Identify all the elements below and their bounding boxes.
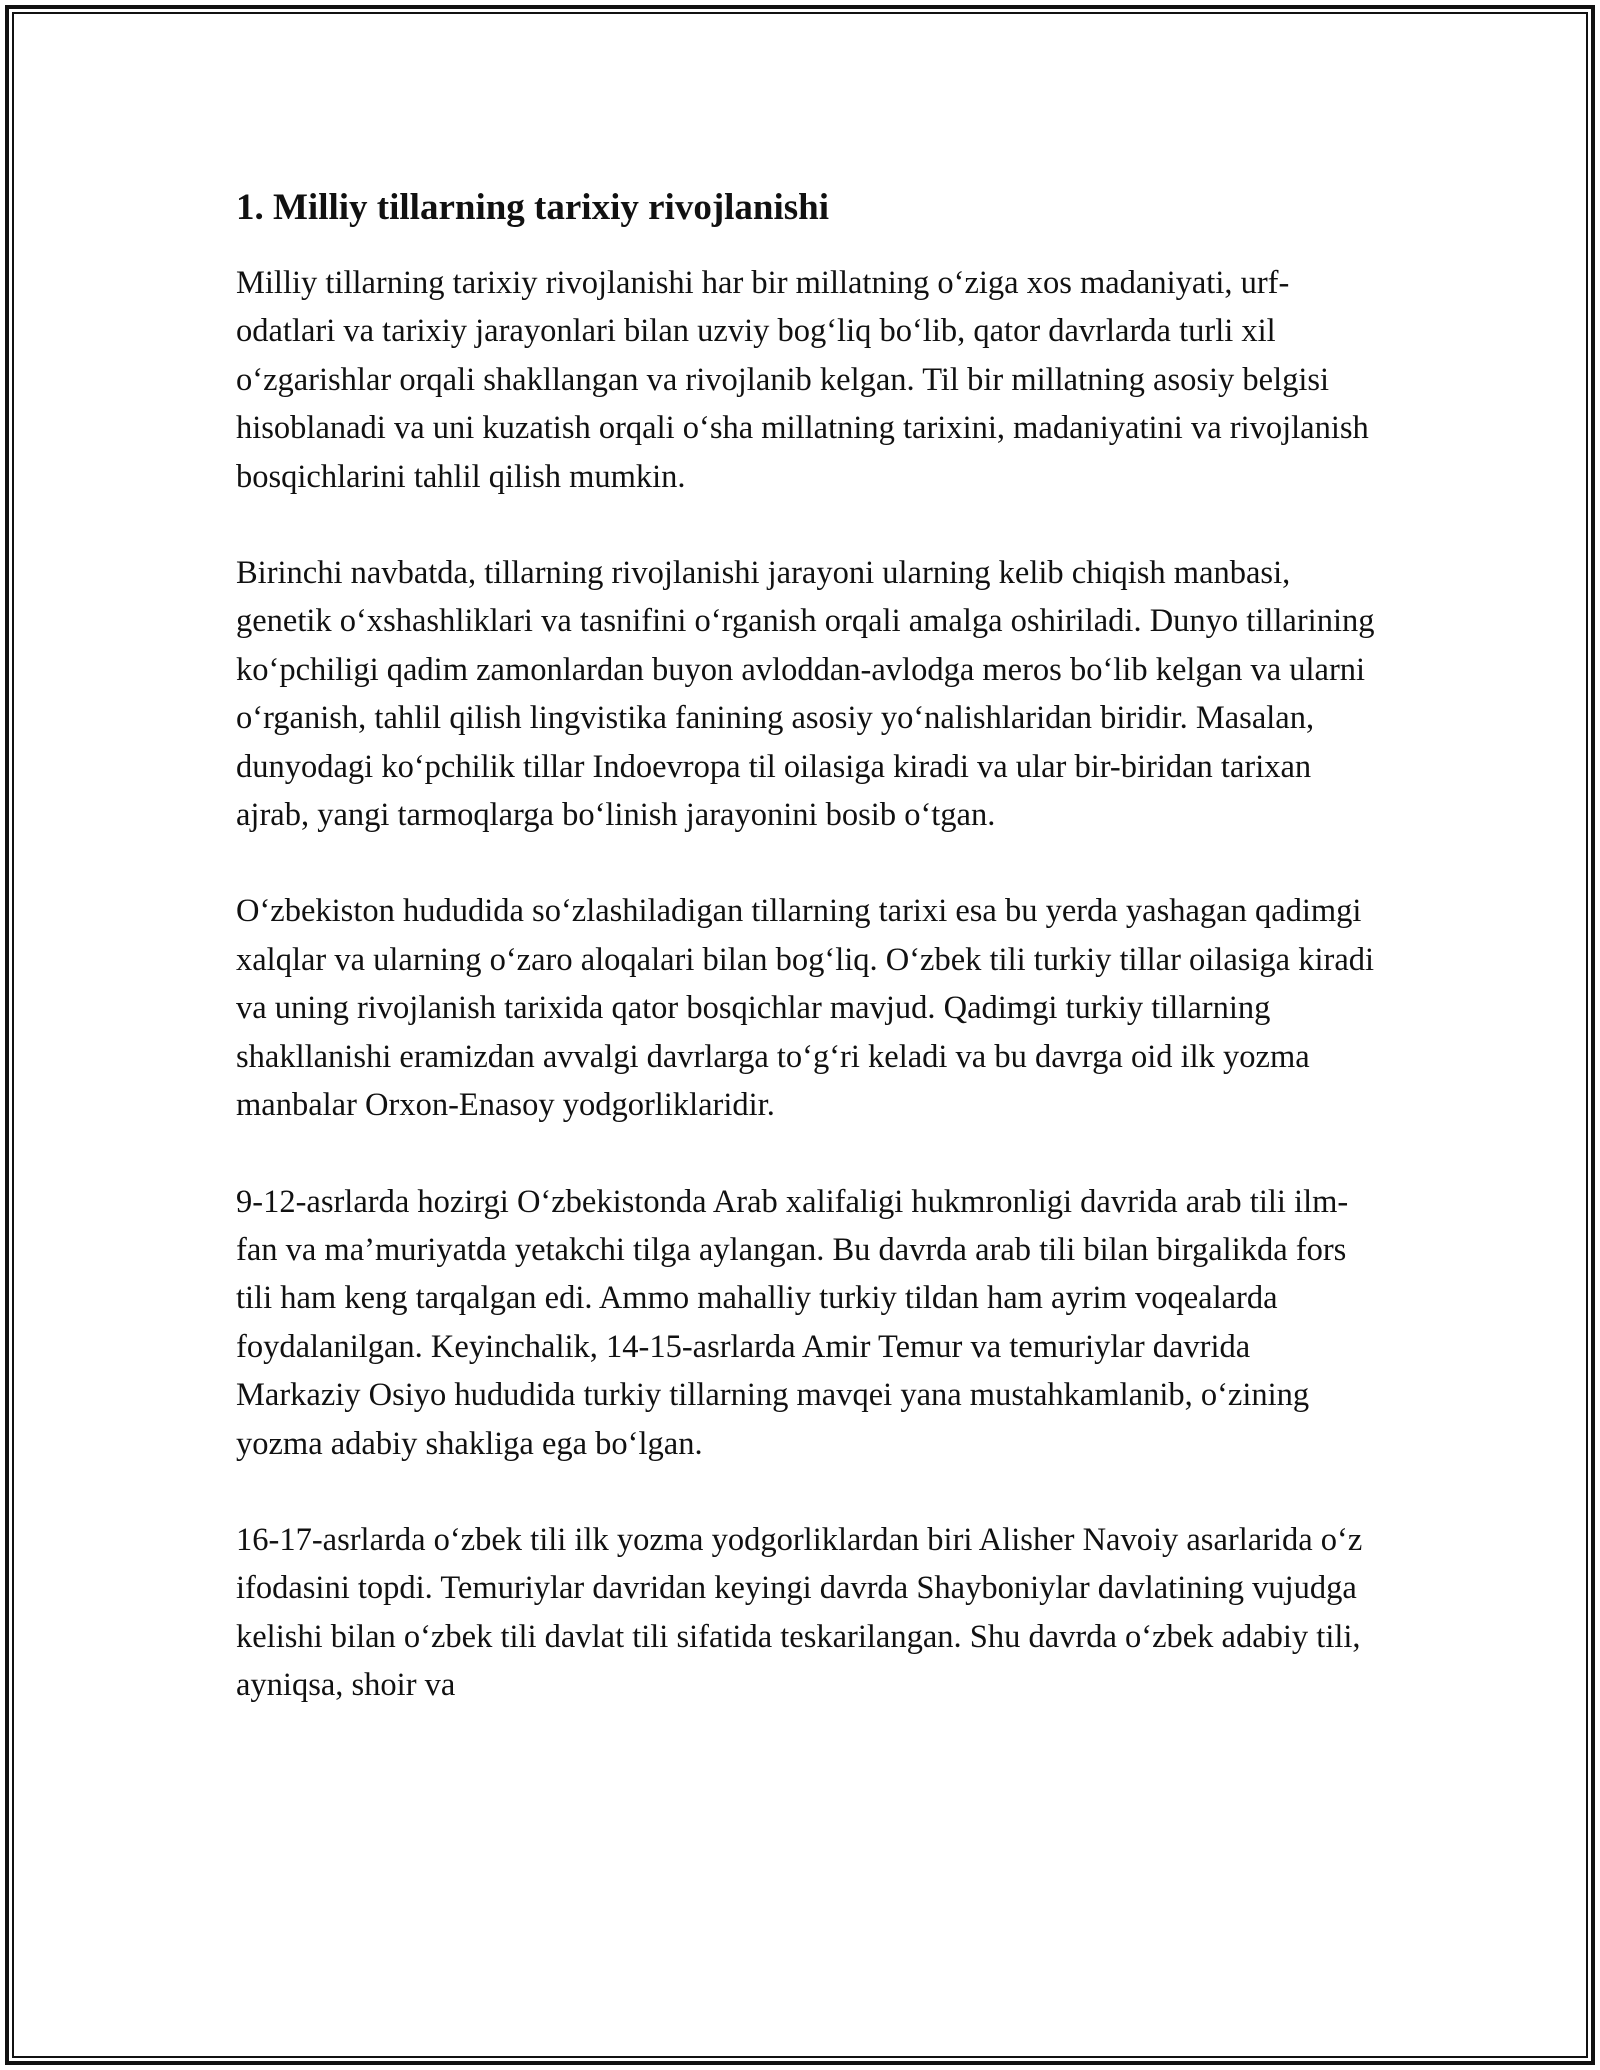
document-body: [236, 185, 1376, 1758]
paragraph-2: Birinchi navbatda, tillarning rivojlanishi jarayoni ularning kelib chiqish manbasi, genetik o‘xshashliklari va tasnifini o‘rganish orqali amalga oshiriladi. Dunyo tillarining ko‘pchiligi qadim zamonlardan buyon avloddan-avlodga meros bo‘lib kelgan va ularni o‘rganish, tahlil qilish lingvistika fanining asosiy yo‘nalishlaridan biridir. Masalan, dunyodagi ko‘pchilik tillar Indoevropa til oilasiga kiradi va ular bir-biridan tarixan ajrab, yangi tarmoqlarga bo‘linish jarayonini bosib o‘tgan.: [236, 555, 1375, 834]
paragraph-1: Milliy tillarning tarixiy rivojlanishi har bir millatning o‘ziga xos madaniyati, urf-odatlari va tarixiy jarayonlari bilan uzviy bog‘liq bo‘lib, qator davrlarda turli xil o‘zgarishlar orqali shakllangan va rivojlanib kelgan. Til bir millatning asosiy belgisi hisoblanadi va uni kuzatish orqali o‘sha millatning tarixini, madaniyatini va rivojlanish bosqichlarini tahlil qilish mumkin.: [236, 265, 1369, 495]
paragraph-3: O‘zbekiston hududida so‘zlashiladigan tillarning tarixi esa bu yerda yashagan qadimgi xalqlar va ularning o‘zaro aloqalari bilan bog‘liq. O‘zbek tili turkiy tillar oilasiga kiradi va uning rivojlanish tarixida qator bosqichlar mavjud. Qadimgi turkiy tillarning shakllanishi eramizdan avvalgi davrlarga to‘g‘ri keladi va bu davrga oid ilk yozma manbalar Orxon-Enasoy yodgorliklaridir.: [236, 893, 1375, 1124]
section-heading: 1. Milliy tillarning tarixiy rivojlanishi: [236, 187, 830, 228]
paragraph-4: 9-12-asrlarda hozirgi O‘zbekistonda Arab xalifaligi hukmronligi davrida arab tili ilm-fan va ma’muriyatda yetakchi tilga aylangan. Bu davrda arab tili bilan birgalikda fors tili ham keng tarqalgan edi. Ammo mahalliy turkiy tildan ham ayrim voqealarda foydalanilgan. Keyinchalik, 14-15-asrlarda Amir Temur va temuriylar davrida Markaziy Osiyo hududida turkiy tillarning mavqei yana mustahkamlanib, o‘zining yozma adabiy shakliga ega bo‘lgan.: [236, 1183, 1349, 1462]
paragraph-5: 16-17-asrlarda o‘zbek tili ilk yozma yodgorliklardan biri Alisher Navoiy asarlarida o‘z ifodasini topdi. Temuriylar davridan keyingi davrda Shayboniylar davlatining vujudga kelishi bilan o‘zbek tili davlat tili sifatida teskarilangan. Shu davrda o‘zbek adabiy tili, ayniqsa, shoir va: [236, 1521, 1363, 1704]
